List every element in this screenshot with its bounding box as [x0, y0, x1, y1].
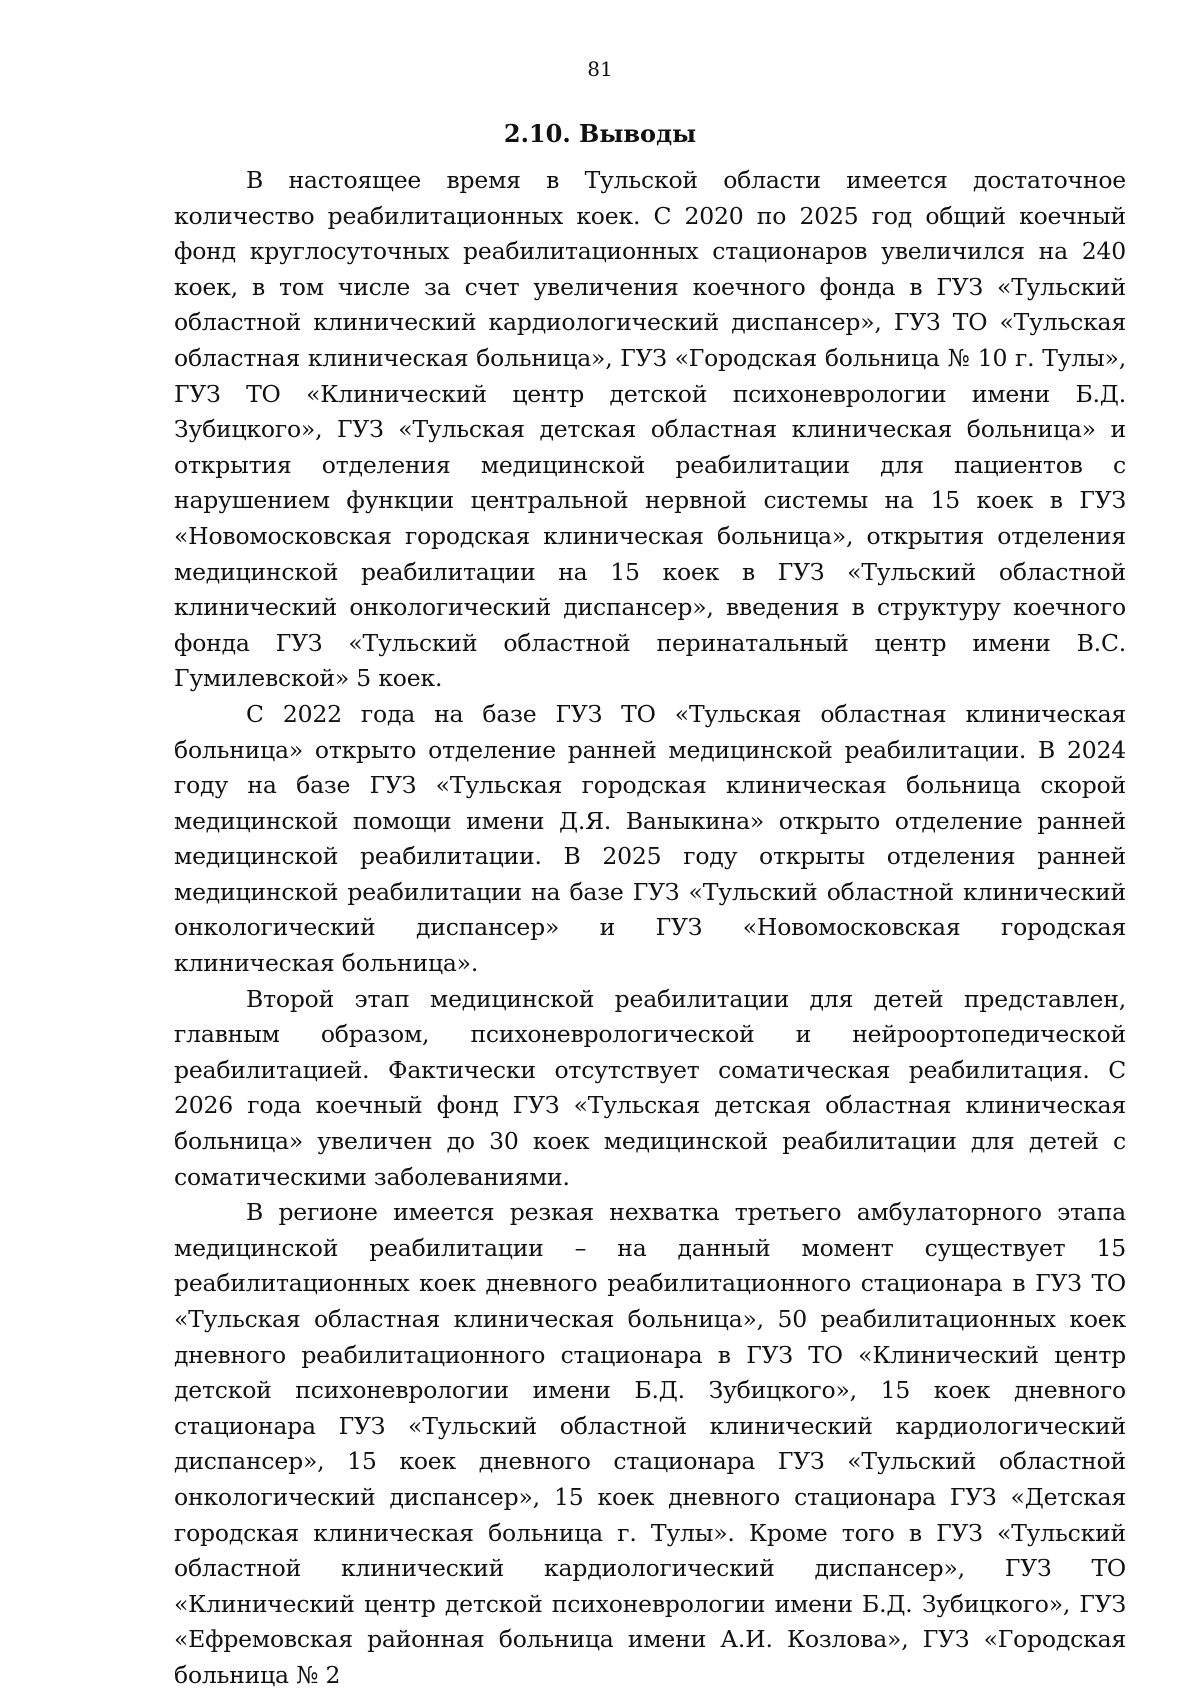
page-number: 81 [587, 57, 613, 81]
paragraph-4: В регионе имеется резкая нехватка третьего амбулаторного этапа медицинской реабилитации – на данный момент существует 15 реабилитационных коек дневного реабилитационного стационара в ГУЗ ТО «Тульская областная клиническая больница», 50 реабилитационных коек дневного реабилитационного стационара в ГУЗ ТО «Клинический центр детской психоневрологии имени Б.Д. Зубицкого», 15 коек дневного стационара ГУЗ «Тульский областной клинический кардиологический диспансер», 15 коек дневного стационара ГУЗ «Тульский областной онкологический диспансер», 15 коек дневного стационара ГУЗ «Детская городская клиническая больница г. Тулы». Кроме того в ГУЗ «Тульский областной клинический кардиологический диспансер», ГУЗ ТО «Клинический центр детской психоневрологии имени Б.Д. Зубицкого», ГУЗ «Ефремовская районная больница имени А.И. Козлова», ГУЗ «Городская больница № 2 [174, 1198, 1126, 1689]
section-title: 2.10. Выводы [503, 119, 697, 148]
paragraph-1: В настоящее время в Тульской области имеется достаточное количество реабилитационных коек. С 2020 по 2025 год общий коечный фонд круглосуточных реабилитационных стационаров увеличился на 240 коек, в том числе за счет увеличения коечного фонда в ГУЗ «Тульский областной клинический кардиологический диспансер», ГУЗ ТО «Тульская областная клиническая больница», ГУЗ «Городская больница № 10 г. Тулы», ГУЗ ТО «Клинический центр детской психоневрологии имени Б.Д. Зубицкого», ГУЗ «Тульская детская областная клиническая больница» и открытия отделения медицинской реабилитации для пациентов с нарушением функции центральной нервной системы на 15 коек в ГУЗ «Новомосковская городская клиническая больница», открытия отделения медицинской реабилитации на 15 коек в ГУЗ «Тульский областной клинический онкологический диспансер», введения в структуру коечного фонда ГУЗ «Тульский областной перинатальный центр имени В.С. Гумилевской» 5 коек. [174, 166, 1126, 693]
body-text [174, 163, 1126, 1694]
paragraph-2: С 2022 года на базе ГУЗ ТО «Тульская областная клиническая больница» открыто отделение ранней медицинской реабилитации. В 2024 году на базе ГУЗ «Тульская городская клиническая больница скорой медицинской помощи имени Д.Я. Ваныкина» открыто отделение ранней медицинской реабилитации. В 2025 году открыты отделения ранней медицинской реабилитации на базе ГУЗ «Тульский областной клинический онкологический диспансер» и ГУЗ «Новомосковская городская клиническая больница». [174, 699, 1126, 978]
paragraph-3: Второй этап медицинской реабилитации для детей представлен, главным образом, психоневрологической и нейроортопедической реабилитацией. Фактически отсутствует соматическая реабилитация. С 2026 года коечный фонд ГУЗ «Тульская детская областная клиническая больница» увеличен до 30 коек медицинской реабилитации для детей с соматическими заболеваниями. [174, 984, 1126, 1191]
